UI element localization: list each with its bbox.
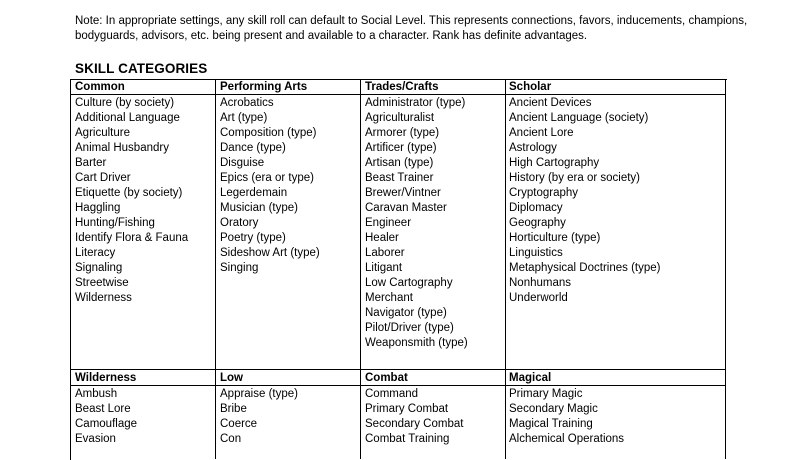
skill-item: Caravan Master [365, 202, 447, 214]
skill-list [365, 387, 505, 447]
skill-item: Con [220, 433, 242, 445]
skill-column-combat [365, 371, 505, 447]
column-header: Trades/Crafts [365, 81, 439, 93]
skill-column-common [75, 80, 215, 306]
skill-item: Signaling [75, 262, 123, 274]
skill-item: Haggling [75, 202, 121, 214]
column-divider [725, 79, 726, 459]
column-header: Scholar [509, 81, 552, 93]
skill-item: Acrobatics [220, 97, 274, 109]
skill-list [220, 387, 360, 447]
skill-item: Geography [509, 217, 566, 229]
skill-item: Wilderness [75, 292, 132, 304]
skill-item: Primary Combat [365, 403, 449, 415]
column-header: Magical [509, 372, 552, 384]
row-divider [70, 369, 726, 370]
skill-column-scholar [509, 80, 661, 306]
skill-item: Evasion [75, 433, 116, 445]
skill-item: Artisan (type) [365, 157, 434, 169]
skill-column-magical [509, 371, 649, 447]
skill-item: Animal Husbandry [75, 142, 169, 154]
skill-item: Identify Flora & Fauna [75, 232, 189, 244]
skill-item: Appraise (type) [220, 388, 298, 400]
skill-item: Musician (type) [220, 202, 298, 214]
skill-item: Ancient Language (society) [509, 112, 649, 124]
skill-item: Underworld [509, 292, 568, 304]
skill-item: Etiquette (by society) [75, 187, 183, 199]
skill-item: Oratory [220, 217, 259, 229]
skill-item: Legerdemain [220, 187, 288, 199]
skill-item: Bribe [220, 403, 247, 415]
skill-item: History (by era or society) [509, 172, 641, 184]
skill-item: Laborer [365, 247, 405, 259]
skill-item: Agriculture [75, 127, 130, 139]
skill-item: Beast Trainer [365, 172, 434, 184]
skill-item: Merchant [365, 292, 413, 304]
skill-item: Singing [220, 262, 259, 274]
skill-item: Nonhumans [509, 277, 572, 289]
skill-item: Ancient Devices [509, 97, 592, 109]
skill-item: Ancient Lore [509, 127, 574, 139]
skill-item: Litigant [365, 262, 403, 274]
skill-item: Epics (era or type) [220, 172, 314, 184]
skill-item: Ambush [75, 388, 118, 400]
skill-item: Beast Lore [75, 403, 131, 415]
skill-item: Linguistics [509, 247, 563, 259]
skill-item: Low Cartography [365, 277, 453, 289]
skill-item: Additional Language [75, 112, 180, 124]
note-paragraph: Note: In appropriate settings, any skill roll can default to Social Level. This represents connections, favors, inducements, champions, bodyguards, advisors, etc. being present and available to a character. Rank has definite advantages. [75, 15, 748, 42]
skill-item: Metaphysical Doctrines (type) [509, 262, 661, 274]
skill-item: Armorer (type) [365, 127, 440, 139]
skill-item: High Cartography [509, 157, 600, 169]
skill-item: Pilot/Driver (type) [365, 322, 454, 334]
skill-item: Coerce [220, 418, 258, 430]
skill-list [509, 96, 661, 306]
skill-item: Alchemical Operations [509, 433, 625, 445]
skill-list [220, 96, 360, 276]
skill-item: Culture (by society) [75, 97, 175, 109]
skill-item: Command [365, 388, 419, 400]
skill-item: Hunting/Fishing [75, 217, 155, 229]
skill-item: Combat Training [365, 433, 450, 445]
skill-item: Poetry (type) [220, 232, 286, 244]
column-header: Combat [365, 372, 408, 384]
skill-item: Magical Training [509, 418, 593, 430]
skill-column-trades-crafts [365, 80, 505, 351]
skill-item: Camouflage [75, 418, 138, 430]
skill-item: Diplomacy [509, 202, 563, 214]
column-header: Performing Arts [220, 81, 308, 93]
skill-column-performing-arts [220, 80, 360, 276]
column-header: Common [75, 81, 125, 93]
skill-item: Primary Magic [509, 388, 583, 400]
skill-item: Navigator (type) [365, 307, 447, 319]
column-header: Low [220, 372, 243, 384]
skill-item: Administrator (type) [365, 97, 466, 109]
section-heading: SKILL CATEGORIES [75, 61, 208, 76]
skill-item: Cryptography [509, 187, 579, 199]
column-divider [215, 79, 216, 459]
column-divider [505, 79, 506, 459]
skill-item: Engineer [365, 217, 412, 229]
skill-item: Brewer/Vintner [365, 187, 441, 199]
skill-item: Barter [75, 157, 107, 169]
skill-item: Literacy [75, 247, 116, 259]
skill-item: Composition (type) [220, 127, 317, 139]
skill-list [509, 387, 649, 447]
skill-item: Cart Driver [75, 172, 131, 184]
skill-item: Artificer (type) [365, 142, 437, 154]
column-divider [360, 79, 361, 459]
skill-list [365, 96, 505, 351]
skill-item: Streetwise [75, 277, 129, 289]
skill-item: Dance (type) [220, 142, 286, 154]
skill-column-low [220, 371, 360, 447]
skill-item: Disguise [220, 157, 265, 169]
skill-column-wilderness [75, 371, 215, 447]
skill-item: Agriculturalist [365, 112, 435, 124]
column-header: Wilderness [75, 372, 137, 384]
skill-item: Weaponsmith (type) [365, 337, 468, 349]
skill-item: Art (type) [220, 112, 268, 124]
skill-item: Secondary Combat [365, 418, 464, 430]
skill-list [75, 96, 215, 306]
skill-item: Astrology [509, 142, 557, 154]
skill-item: Sideshow Art (type) [220, 247, 320, 259]
skill-list [75, 387, 215, 447]
skill-item: Secondary Magic [509, 403, 598, 415]
skill-item: Healer [365, 232, 399, 244]
skill-item: Horticulture (type) [509, 232, 601, 244]
